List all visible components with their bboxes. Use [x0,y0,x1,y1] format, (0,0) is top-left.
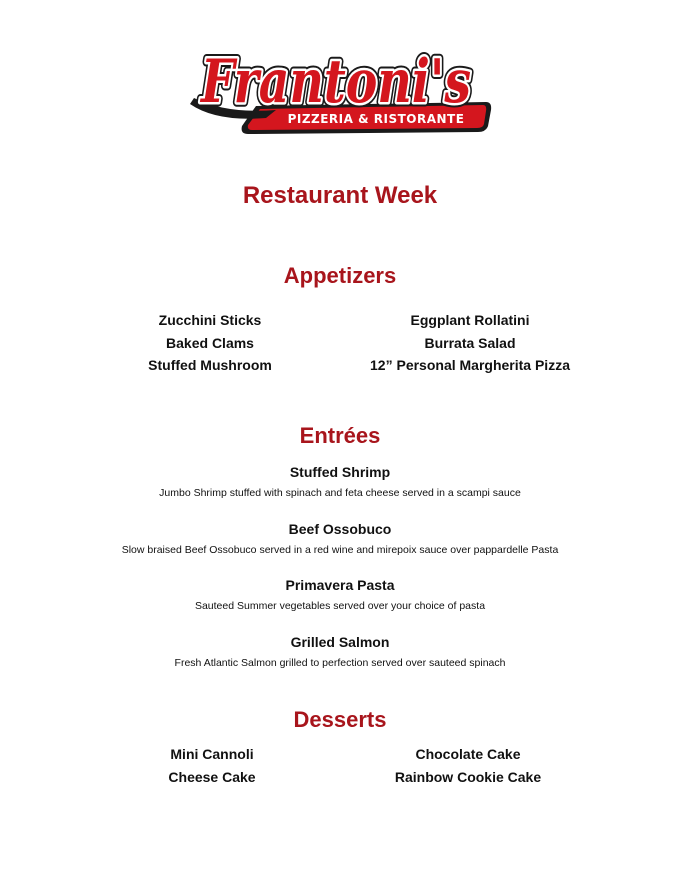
entree-item [0,576,680,613]
list-item: Burrata Salad [424,334,516,351]
list-item: Stuffed Mushroom [148,357,272,373]
list-item: Baked Clams [166,334,254,351]
list-item: 12” Personal Margherita Pizza [370,357,570,373]
entrees-heading: Entrées [299,423,381,448]
entree-name: Stuffed Shrimp [289,464,391,480]
desserts-right-column [338,743,598,788]
desserts-heading: Desserts [293,707,387,732]
list-item: Eggplant Rollatini [410,312,530,328]
list-item: Zucchini Sticks [158,312,262,328]
entree-name: Grilled Salmon [290,634,390,650]
entree-item [0,463,680,500]
logo-tagline: PIZZERIA & RISTORANTE [287,112,465,126]
entree-name: Primavera Pasta [285,577,395,593]
entree-description: Jumbo Shrimp stuffed with spinach and feta cheese served in a scampi sauce [159,487,521,499]
restaurant-logo [186,40,496,140]
list-item: Cheese Cake [168,768,256,785]
list-item: Mini Cannoli [170,746,254,762]
logo-graphic [186,40,496,140]
entree-name: Beef Ossobuco [288,521,392,537]
list-item: Rainbow Cookie Cake [394,768,542,785]
page-title: Restaurant Week [242,182,438,209]
desserts-left-column [82,743,342,788]
desserts-list [0,743,680,793]
entree-item [0,520,680,557]
entree-item [0,633,680,670]
entree-description: Fresh Atlantic Salmon grilled to perfection served over sauteed spinach [174,657,506,669]
entree-description: Sauteed Summer vegetables served over your choice of pasta [194,600,486,612]
logo-name: Frantoni's [199,47,471,117]
appetizers-right-column [340,309,600,377]
list-item: Chocolate Cake [415,746,521,762]
appetizers-list [0,309,680,379]
entree-description: Slow braised Beef Ossobuco served in a red wine and mirepoix sauce over pappardelle Pasta [121,544,559,556]
appetizers-heading: Appetizers [283,263,397,288]
appetizers-left-column [80,309,340,377]
logo-name-outline: Frantoni's [199,47,471,117]
logo-name-border: Frantoni's [199,47,471,117]
